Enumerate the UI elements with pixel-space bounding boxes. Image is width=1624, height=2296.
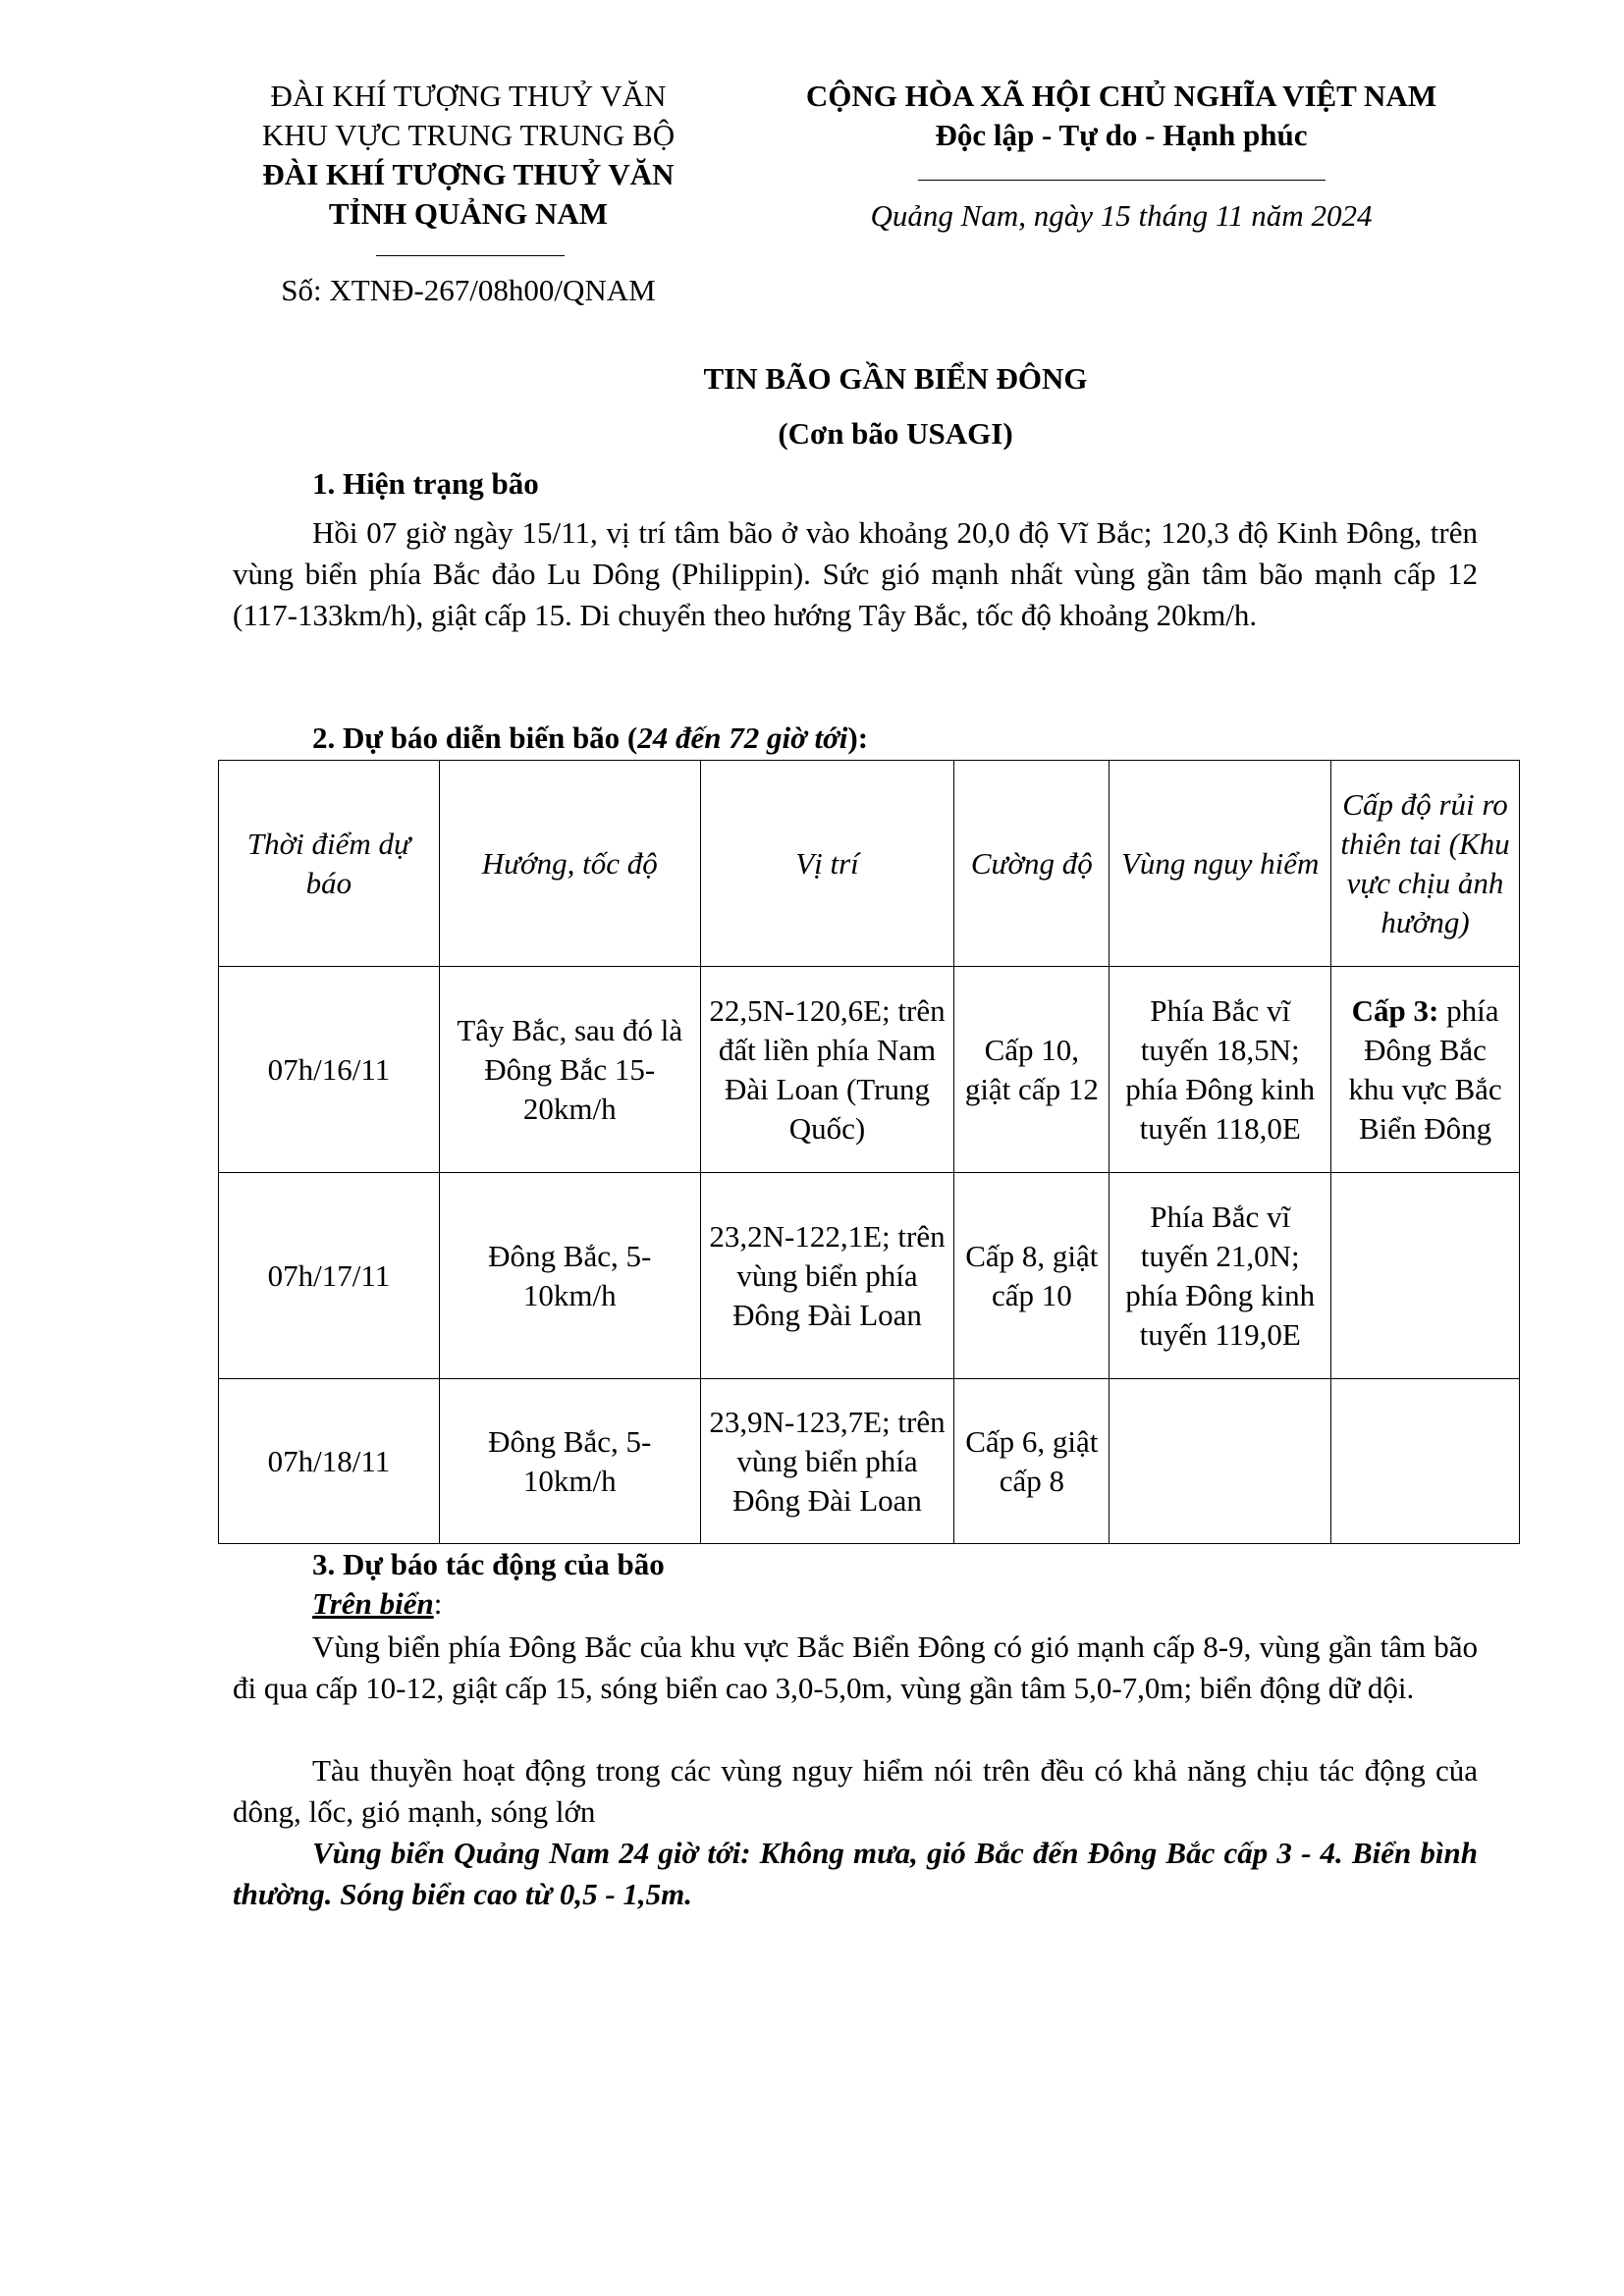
motto: Độc lập - Tự do - Hạnh phúc [935, 118, 1308, 152]
country-name: CỘNG HÒA XÃ HỘI CHỦ NGHĨA VIỆT NAM [805, 79, 1437, 113]
cell-intensity: Cấp 10, giật cấp 12 [954, 967, 1110, 1173]
table-header-row [219, 761, 1520, 967]
header-risk: Cấp độ rủi ro thiên tai (Khu vực chịu ảnh hưởng) [1331, 761, 1520, 967]
subheading-text: Trên biển [312, 1586, 434, 1621]
cell-direction: Tây Bắc, sau đó là Đông Bắc 15-20km/h [439, 967, 700, 1173]
cell-risk [1331, 967, 1520, 1173]
cell-position: 23,9N-123,7E; trên vùng biển phía Đông Đài Loan [700, 1379, 954, 1544]
agency-line3: ĐÀI KHÍ TƯỢNG THUỶ VĂN [262, 157, 675, 191]
table-row [219, 967, 1520, 1173]
cell-danger: Phía Bắc vĩ tuyến 21,0N; phía Đông kinh tuyến 119,0E [1110, 1173, 1331, 1379]
issue-date: Quảng Nam, ngày 15 tháng 11 năm 2024 [870, 198, 1373, 233]
table-row [219, 1379, 1520, 1544]
forecast-table [218, 760, 1520, 1544]
heading-end: ): [847, 721, 869, 755]
agency-line1: ĐÀI KHÍ TƯỢNG THUỶ VĂN [270, 79, 667, 113]
risk-level: Cấp 3: [1351, 992, 1439, 1028]
cell-risk [1331, 1379, 1520, 1544]
section2-heading [312, 721, 868, 756]
cell-position: 23,2N-122,1E; trên vùng biển phía Đông Đài Loan [700, 1173, 954, 1379]
heading-text: 2. Dự báo diễn biến bão ( [312, 721, 638, 755]
section3-heading: 3. Dự báo tác động của bão [312, 1547, 665, 1581]
cell-direction: Đông Bắc, 5-10km/h [439, 1173, 700, 1379]
section1-heading: 1. Hiện trạng bão [312, 466, 539, 501]
header-time: Thời điểm dự báo [219, 761, 440, 967]
table-row [219, 1173, 1520, 1379]
national-header [729, 77, 1514, 155]
agency-header [223, 77, 714, 234]
cell-danger: Phía Bắc vĩ tuyến 18,5N; phía Đông kinh tuyến 118,0E [1110, 967, 1331, 1173]
header-position: Vị trí [700, 761, 954, 967]
divider [918, 180, 1326, 181]
cell-time: 07h/18/11 [219, 1379, 440, 1544]
cell-intensity: Cấp 8, giật cấp 10 [954, 1173, 1110, 1379]
divider [376, 255, 565, 256]
document-number: Số: XTNĐ-267/08h00/QNAM [281, 273, 656, 307]
cell-intensity: Cấp 6, giật cấp 8 [954, 1379, 1110, 1544]
risk-area: phía Đông Bắc khu vực Bắc Biển Đông [1348, 992, 1502, 1146]
cell-danger [1110, 1379, 1331, 1544]
agency-line4: TỈNH QUẢNG NAM [328, 196, 609, 231]
cell-time: 07h/16/11 [219, 967, 440, 1173]
page-title: TIN BÃO GẦN BIỂN ĐÔNG [703, 361, 1088, 396]
header-direction: Hướng, tốc độ [439, 761, 700, 967]
section3-paragraph2: Tàu thuyền hoạt động trong các vùng nguy hiểm nói trên đều có khả năng chịu tác động của dông, lốc, gió mạnh, sóng lớn [233, 1753, 1478, 1829]
section3-paragraph3: Vùng biển Quảng Nam 24 giờ tới: Không mưa, gió Bắc đến Đông Bắc cấp 3 - 4. Biển bình thường. Sóng biển cao từ 0,5 - 1,5m. [233, 1836, 1478, 1911]
subheading-colon: : [433, 1586, 443, 1621]
header-intensity: Cường độ [954, 761, 1110, 967]
section3-paragraph1: Vùng biển phía Đông Bắc của khu vực Bắc Biển Đông có gió mạnh cấp 8-9, vùng gần tâm bão đi qua cấp 10-12, giật cấp 15, sóng biển cao 3,0-5,0m, vùng gần tâm 5,0-7,0m; biển động dữ dội. [233, 1629, 1478, 1705]
section3-subheading [312, 1586, 442, 1622]
cell-direction: Đông Bắc, 5-10km/h [439, 1379, 700, 1544]
page-subtitle: (Cơn bão USAGI) [778, 416, 1013, 451]
section1-text: Hồi 07 giờ ngày 15/11, vị trí tâm bão ở vào khoảng 20,0 độ Vĩ Bắc; 120,3 độ Kinh Đông, trên vùng biển phía Bắc đảo Lu Dông (Philippin). Sức gió mạnh nhất vùng gần tâm bão mạnh cấp 12 (117-133km/h), giật cấp 15. Di chuyển theo hướng Tây Bắc, tốc độ khoảng 20km/h. [233, 515, 1478, 632]
header-danger: Vùng nguy hiểm [1110, 761, 1331, 967]
heading-italic: 24 đến 72 giờ tới [637, 721, 848, 755]
cell-risk [1331, 1173, 1520, 1379]
cell-time: 07h/17/11 [219, 1173, 440, 1379]
agency-line2: KHU VỰC TRUNG TRUNG BỘ [261, 118, 676, 152]
cell-position: 22,5N-120,6E; trên đất liền phía Nam Đài Loan (Trung Quốc) [700, 967, 954, 1173]
